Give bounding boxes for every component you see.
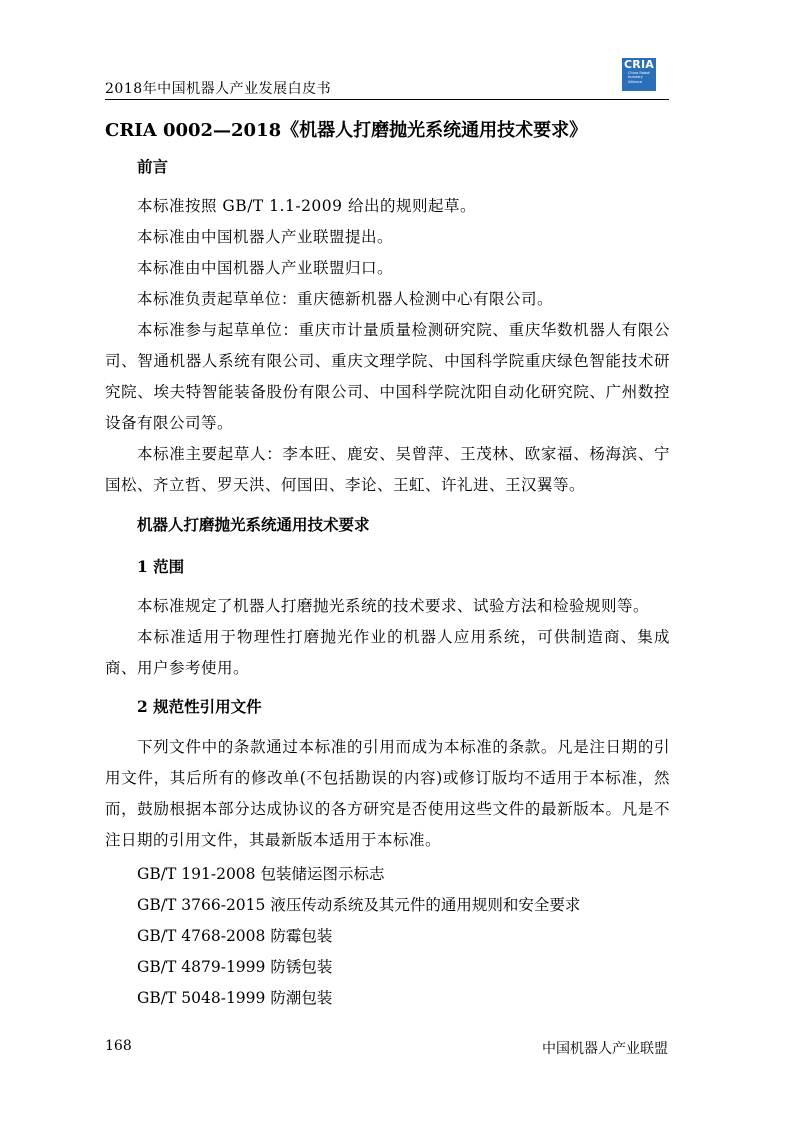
preface-paragraph: 本标准主要起草人：李本旺、鹿安、吴曾萍、王茂林、欧家福、杨海滨、宁国松、齐立哲、罗天洪、何国田、李论、王虹、许礼进、王汉翼等。 — [105, 445, 670, 494]
section-2-paragraph: 下列文件中的条款通过本标准的引用而成为本标准的条款。凡是注日期的引用文件，其后所有的修改单(不包括勘误的内容)或修订版均不适用于本标准，然而，鼓励根据本部分达成协议的各方研究是否使用这些文件的最新版本。凡是不注日期的引用文件，其最新版本适用于本标准。 — [105, 738, 670, 849]
page-number: 168 — [105, 1038, 132, 1054]
header-title: 2018年中国机器人产业发展白皮书 — [105, 81, 332, 97]
logo-subtext: China Robot Industry Alliance — [628, 71, 650, 84]
preface-paragraph: 本标准按照 GB/T 1.1-2009 给出的规则起草。 — [137, 197, 476, 215]
standard-heading: 机器人打磨抛光系统通用技术要求 — [137, 515, 370, 534]
preface-paragraph: 本标准负责起草单位：重庆德新机器人检测中心有限公司。 — [137, 290, 554, 308]
section-1-paragraph: 本标准适用于物理性打磨抛光作业的机器人应用系统，可供制造商、集成商、用户参考使用。 — [105, 628, 670, 677]
section-2-heading: 2 规范性引用文件 — [137, 697, 262, 716]
reference-item: GB/T 191-2008 包装储运图示标志 — [137, 865, 385, 883]
preface-paragraph: 本标准由中国机器人产业联盟归口。 — [137, 259, 394, 277]
reference-item: GB/T 3766-2015 液压传动系统及其元件的通用规则和安全要求 — [137, 896, 581, 914]
cria-logo — [622, 58, 656, 91]
reference-item: GB/T 4879-1999 防锈包装 — [137, 958, 333, 976]
preface-paragraph: 本标准参与起草单位：重庆市计量质量检测研究院、重庆华数机器人有限公司、智通机器人系统有限公司、重庆文理学院、中国科学院重庆绿色智能技术研究院、埃夫特智能装备股份有限公司、中国科学院沈阳自动化研究院、广州数控设备有限公司等。 — [105, 321, 670, 432]
header-divider — [105, 99, 669, 100]
reference-item: GB/T 4768-2008 防霉包装 — [137, 927, 333, 945]
document-title: CRIA 0002—2018《机器人打磨抛光系统通用技术要求》 — [105, 120, 588, 141]
section-1-paragraph: 本标准规定了机器人打磨抛光系统的技术要求、试验方法和检验规则等。 — [137, 597, 650, 615]
preface-paragraph: 本标准由中国机器人产业联盟提出。 — [137, 228, 394, 246]
reference-item: GB/T 5048-1999 防潮包装 — [137, 989, 333, 1007]
preface-heading: 前言 — [137, 157, 169, 176]
logo-wordmark: CRIA — [624, 58, 654, 71]
footer-organization: 中国机器人产业联盟 — [542, 1041, 668, 1057]
section-1-heading: 1 范围 — [137, 557, 185, 576]
